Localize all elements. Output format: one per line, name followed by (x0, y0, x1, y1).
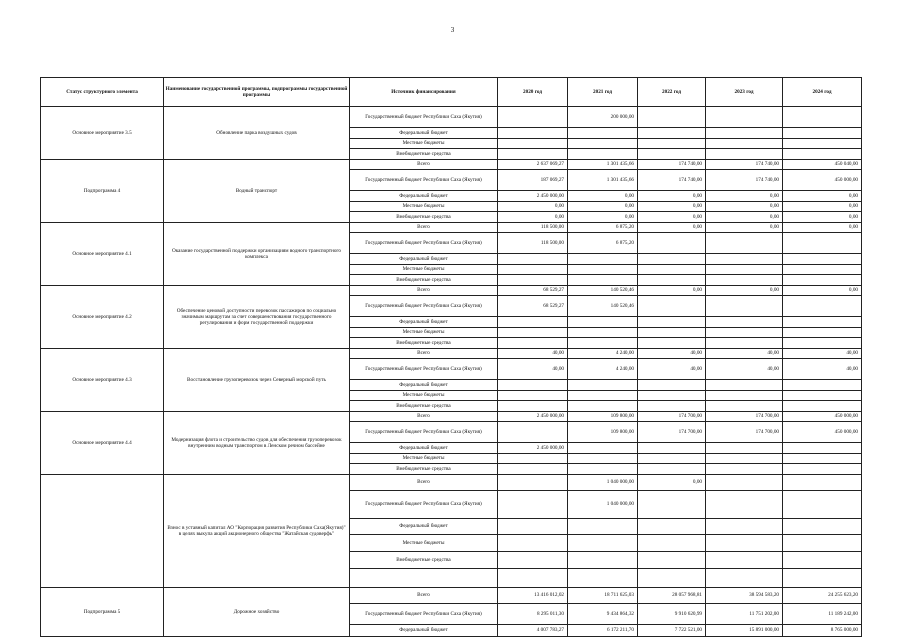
header-source: Источник финансирования (350, 78, 498, 107)
header-year-2023: 2023 год (706, 78, 783, 107)
funding-source: Федеральный бюджет (350, 518, 498, 535)
amount-2023 (706, 138, 783, 149)
page-number: 3 (450, 26, 455, 34)
amount-2021 (568, 138, 638, 149)
amount-2024: 450 000,00 (783, 411, 862, 422)
amount-2021: 6 172 211,70 (568, 624, 638, 637)
amount-2023 (706, 535, 783, 552)
amount-2023: 174 740,00 (706, 159, 783, 170)
table-row (41, 348, 862, 359)
amount-2024 (783, 535, 862, 552)
amount-2021: 1 040 000,00 (568, 491, 638, 518)
amount-2023 (706, 491, 783, 518)
amount-2020: 40,00 (498, 348, 568, 359)
amount-2022: 28 057 968,81 (638, 587, 706, 603)
amount-2023 (706, 464, 783, 475)
amount-2021: 109 800,00 (568, 411, 638, 422)
amount-2020 (498, 453, 568, 464)
amount-2020: 118 500,00 (498, 222, 568, 233)
amount-2024: 40,00 (783, 348, 862, 359)
program-name: Водный транспорт (164, 159, 350, 222)
amount-2024 (783, 107, 862, 128)
amount-2022: 174 740,00 (638, 159, 706, 170)
amount-2020 (498, 149, 568, 160)
amount-2024 (783, 401, 862, 412)
funding-source: Государственный бюджет Республики Саха (Якутия) (350, 233, 498, 254)
amount-2023 (706, 317, 783, 328)
amount-2020: 4 007 783,27 (498, 624, 568, 637)
amount-2021: 0,00 (568, 201, 638, 212)
funding-source (350, 568, 498, 587)
amount-2022 (638, 296, 706, 317)
funding-source: Федеральный бюджет (350, 380, 498, 391)
amount-2023 (706, 443, 783, 454)
amount-2022 (638, 380, 706, 391)
funding-source: Местные бюджеты (350, 453, 498, 464)
amount-2022 (638, 401, 706, 412)
amount-2024: 11 189 242,00 (783, 603, 862, 624)
amount-2024: 450 000,00 (783, 170, 862, 191)
amount-2021 (568, 128, 638, 139)
amount-2024: 450 040,00 (783, 159, 862, 170)
amount-2022 (638, 535, 706, 552)
amount-2024: 0,00 (783, 222, 862, 233)
amount-2021: 109 800,00 (568, 422, 638, 443)
funding-source: Государственный бюджет Республики Саха (Якутия) (350, 491, 498, 518)
program-name: Обеспечение ценовой доступности перевозок пассажиров по социально значимым маршрутам за счет совершенствования государственного регулирования и форм государственной поддержки (164, 285, 350, 348)
funding-source: Государственный бюджет Республики Саха (Якутия) (350, 170, 498, 191)
header-year-2022: 2022 год (638, 78, 706, 107)
amount-2023: 174 700,00 (706, 411, 783, 422)
amount-2023 (706, 401, 783, 412)
amount-2024: 24 255 623,20 (783, 587, 862, 603)
amount-2023: 174 700,00 (706, 422, 783, 443)
amount-2020: 0,00 (498, 212, 568, 223)
amount-2024 (783, 233, 862, 254)
amount-2022 (638, 453, 706, 464)
amount-2021 (568, 552, 638, 569)
amount-2021 (568, 390, 638, 401)
amount-2024 (783, 380, 862, 391)
amount-2023 (706, 296, 783, 317)
amount-2022 (638, 107, 706, 128)
header-status: Статус структурного элемента (41, 78, 164, 107)
amount-2020 (498, 327, 568, 338)
amount-2024: 8 765 000,00 (783, 624, 862, 637)
amount-2020 (498, 138, 568, 149)
amount-2021: 9 434 864,32 (568, 603, 638, 624)
funding-source: Всего (350, 348, 498, 359)
funding-source: Федеральный бюджет (350, 254, 498, 265)
program-name: Восстановление грузоперевозок через Северный морской путь (164, 348, 350, 411)
amount-2023 (706, 552, 783, 569)
table-row (41, 285, 862, 296)
amount-2020: 2 450 000,00 (498, 443, 568, 454)
amount-2021 (568, 518, 638, 535)
amount-2023 (706, 233, 783, 254)
amount-2021 (568, 264, 638, 275)
funding-source: Внебюджетные средства (350, 401, 498, 412)
amount-2020: 8 295 011,30 (498, 603, 568, 624)
amount-2022 (638, 254, 706, 265)
program-name: Обновление парка воздушных судов (164, 107, 350, 160)
amount-2024: 0,00 (783, 201, 862, 212)
amount-2020 (498, 464, 568, 475)
program-name: Оказание государственной поддержки организациям водного транспортного комплекса (164, 222, 350, 285)
amount-2021: 18 711 625,03 (568, 587, 638, 603)
amount-2023 (706, 380, 783, 391)
amount-2023: 38 594 583,20 (706, 587, 783, 603)
funding-source: Государственный бюджет Республики Саха (Якутия) (350, 296, 498, 317)
structure-status: Основное мероприятие 4.4 (41, 411, 164, 474)
amount-2022: 0,00 (638, 201, 706, 212)
amount-2024 (783, 138, 862, 149)
amount-2022 (638, 390, 706, 401)
amount-2021: 140 520,46 (568, 285, 638, 296)
amount-2023 (706, 327, 783, 338)
funding-source: Федеральный бюджет (350, 317, 498, 328)
amount-2023: 0,00 (706, 285, 783, 296)
amount-2022: 0,00 (638, 212, 706, 223)
amount-2024 (783, 491, 862, 518)
amount-2023: 40,00 (706, 348, 783, 359)
funding-source: Всего (350, 474, 498, 491)
amount-2020 (498, 107, 568, 128)
amount-2021 (568, 338, 638, 349)
amount-2024: 40,00 (783, 359, 862, 380)
amount-2021 (568, 254, 638, 265)
amount-2023: 0,00 (706, 222, 783, 233)
amount-2021: 0,00 (568, 191, 638, 202)
header-year-2020: 2020 год (498, 78, 568, 107)
amount-2020 (498, 401, 568, 412)
amount-2022 (638, 552, 706, 569)
funding-source: Местные бюджеты (350, 201, 498, 212)
amount-2023 (706, 149, 783, 160)
table-body (41, 107, 862, 637)
funding-source: Государственный бюджет Республики Саха (Якутия) (350, 107, 498, 128)
amount-2022 (638, 491, 706, 518)
amount-2022 (638, 317, 706, 328)
funding-source: Всего (350, 222, 498, 233)
amount-2022: 0,00 (638, 474, 706, 491)
amount-2021: 0,00 (568, 212, 638, 223)
amount-2020: 2 450 000,00 (498, 191, 568, 202)
amount-2023 (706, 275, 783, 286)
amount-2020 (498, 275, 568, 286)
amount-2024 (783, 296, 862, 317)
amount-2021: 4 240,00 (568, 348, 638, 359)
table-row (41, 159, 862, 170)
structure-status: Основное мероприятие 4.3 (41, 348, 164, 411)
amount-2022: 0,00 (638, 191, 706, 202)
amount-2024 (783, 264, 862, 275)
amount-2020 (498, 264, 568, 275)
funding-source: Внебюджетные средства (350, 149, 498, 160)
amount-2022: 40,00 (638, 348, 706, 359)
funding-source: Местные бюджеты (350, 390, 498, 401)
amount-2021: 6 875,20 (568, 233, 638, 254)
structure-status (41, 474, 164, 587)
funding-source: Местные бюджеты (350, 327, 498, 338)
amount-2020: 2 450 000,00 (498, 411, 568, 422)
amount-2024 (783, 552, 862, 569)
amount-2021: 140 520,46 (568, 296, 638, 317)
amount-2022 (638, 327, 706, 338)
amount-2020 (498, 474, 568, 491)
amount-2023: 0,00 (706, 201, 783, 212)
amount-2020 (498, 390, 568, 401)
amount-2020 (498, 568, 568, 587)
amount-2024 (783, 568, 862, 587)
amount-2020 (498, 380, 568, 391)
amount-2023: 0,00 (706, 191, 783, 202)
amount-2020: 68 529,27 (498, 296, 568, 317)
amount-2021 (568, 568, 638, 587)
table-row (41, 411, 862, 422)
amount-2022: 9 910 620,99 (638, 603, 706, 624)
header-year-2021: 2021 год (568, 78, 638, 107)
funding-source: Местные бюджеты (350, 535, 498, 552)
budget-table (40, 77, 862, 637)
funding-source: Государственный бюджет Республики Саха (Якутия) (350, 359, 498, 380)
amount-2020 (498, 535, 568, 552)
structure-status: Основное мероприятие 4.1 (41, 222, 164, 285)
amount-2023: 15 891 000,00 (706, 624, 783, 637)
amount-2024: 450 000,00 (783, 422, 862, 443)
amount-2021 (568, 535, 638, 552)
amount-2023 (706, 254, 783, 265)
amount-2023: 40,00 (706, 359, 783, 380)
amount-2021 (568, 317, 638, 328)
table-row (41, 474, 862, 491)
amount-2024 (783, 443, 862, 454)
amount-2022 (638, 518, 706, 535)
table-row (41, 587, 862, 603)
funding-source: Внебюджетные средства (350, 338, 498, 349)
amount-2023 (706, 518, 783, 535)
amount-2021 (568, 464, 638, 475)
amount-2021: 6 875,20 (568, 222, 638, 233)
amount-2020: 13 416 012,02 (498, 587, 568, 603)
funding-source: Местные бюджеты (350, 138, 498, 149)
funding-source: Всего (350, 587, 498, 603)
program-name: Дорожное хозяйство (164, 587, 350, 636)
amount-2020: 68 529,27 (498, 285, 568, 296)
amount-2020 (498, 491, 568, 518)
amount-2020 (498, 317, 568, 328)
amount-2020 (498, 422, 568, 443)
amount-2022 (638, 233, 706, 254)
amount-2023: 11 751 202,00 (706, 603, 783, 624)
amount-2023 (706, 453, 783, 464)
amount-2021 (568, 149, 638, 160)
amount-2024 (783, 327, 862, 338)
amount-2022: 0,00 (638, 222, 706, 233)
amount-2020: 118 500,00 (498, 233, 568, 254)
amount-2022: 40,00 (638, 359, 706, 380)
amount-2024: 0,00 (783, 212, 862, 223)
amount-2022 (638, 264, 706, 275)
amount-2024 (783, 518, 862, 535)
funding-source: Внебюджетные средства (350, 212, 498, 223)
amount-2024: 0,00 (783, 285, 862, 296)
amount-2020 (498, 254, 568, 265)
amount-2020 (498, 518, 568, 535)
amount-2022 (638, 128, 706, 139)
amount-2021 (568, 380, 638, 391)
funding-source: Всего (350, 159, 498, 170)
amount-2022 (638, 275, 706, 286)
amount-2023 (706, 264, 783, 275)
funding-source: Государственный бюджет Республики Саха (Якутия) (350, 422, 498, 443)
amount-2021: 4 240,00 (568, 359, 638, 380)
amount-2024 (783, 474, 862, 491)
amount-2021 (568, 327, 638, 338)
header-year-2024: 2024 год (783, 78, 862, 107)
amount-2024 (783, 128, 862, 139)
amount-2023 (706, 338, 783, 349)
amount-2024 (783, 390, 862, 401)
header-name: Наименование государственной программы, подпрограммы государственной программы (164, 78, 350, 107)
amount-2022 (638, 138, 706, 149)
amount-2023 (706, 107, 783, 128)
program-name: Модернизация флота и строительство судов для обеспечения грузоперевозок внутренним водным транспортом в Ленском речном бассейне (164, 411, 350, 474)
amount-2022: 174 740,00 (638, 170, 706, 191)
amount-2022 (638, 149, 706, 160)
amount-2021: 1 040 000,00 (568, 474, 638, 491)
amount-2023: 0,00 (706, 212, 783, 223)
amount-2020 (498, 128, 568, 139)
amount-2022 (638, 443, 706, 454)
funding-source: Федеральный бюджет (350, 443, 498, 454)
structure-status: Подпрограмма 5 (41, 587, 164, 636)
amount-2022 (638, 568, 706, 587)
amount-2020: 40,00 (498, 359, 568, 380)
funding-source: Федеральный бюджет (350, 191, 498, 202)
funding-source: Внебюджетные средства (350, 552, 498, 569)
funding-source: Местные бюджеты (350, 264, 498, 275)
amount-2024 (783, 453, 862, 464)
amount-2021: 1 301 435,66 (568, 170, 638, 191)
amount-2020: 2 637 069,27 (498, 159, 568, 170)
structure-status: Основное мероприятие 4.2 (41, 285, 164, 348)
amount-2023 (706, 474, 783, 491)
amount-2020: 187 069,27 (498, 170, 568, 191)
amount-2023: 174 740,00 (706, 170, 783, 191)
amount-2021 (568, 453, 638, 464)
amount-2020 (498, 338, 568, 349)
amount-2024: 0,00 (783, 191, 862, 202)
program-name: Взнос в уставный капитал АО "Корпорация развития Республики Саха(Якутия)" в целях выкупа акций акционерного общества "Жатайская судоверфь" (164, 474, 350, 587)
structure-status: Основное мероприятие 3.5 (41, 107, 164, 160)
amount-2021 (568, 401, 638, 412)
amount-2024 (783, 254, 862, 265)
header-row (41, 78, 862, 107)
amount-2022: 7 722 521,00 (638, 624, 706, 637)
amount-2024 (783, 149, 862, 160)
amount-2022 (638, 464, 706, 475)
funding-source: Внебюджетные средства (350, 275, 498, 286)
amount-2023 (706, 568, 783, 587)
amount-2024 (783, 275, 862, 286)
amount-2022: 174 700,00 (638, 422, 706, 443)
amount-2022: 0,00 (638, 285, 706, 296)
funding-source: Всего (350, 285, 498, 296)
amount-2022: 174 700,00 (638, 411, 706, 422)
amount-2021 (568, 275, 638, 286)
funding-source: Внебюджетные средства (350, 464, 498, 475)
amount-2024 (783, 317, 862, 328)
amount-2021: 1 301 435,66 (568, 159, 638, 170)
amount-2020: 0,00 (498, 201, 568, 212)
funding-source: Федеральный бюджет (350, 624, 498, 637)
amount-2024 (783, 338, 862, 349)
structure-status: Подпрограмма 4 (41, 159, 164, 222)
amount-2023 (706, 390, 783, 401)
amount-2021 (568, 443, 638, 454)
amount-2023 (706, 128, 783, 139)
funding-source: Государственный бюджет Республики Саха (Якутия) (350, 603, 498, 624)
amount-2021: 200 000,00 (568, 107, 638, 128)
funding-source: Федеральный бюджет (350, 128, 498, 139)
amount-2020 (498, 552, 568, 569)
amount-2024 (783, 464, 862, 475)
table-row (41, 222, 862, 233)
funding-source: Всего (350, 411, 498, 422)
table-row (41, 107, 862, 128)
amount-2022 (638, 338, 706, 349)
